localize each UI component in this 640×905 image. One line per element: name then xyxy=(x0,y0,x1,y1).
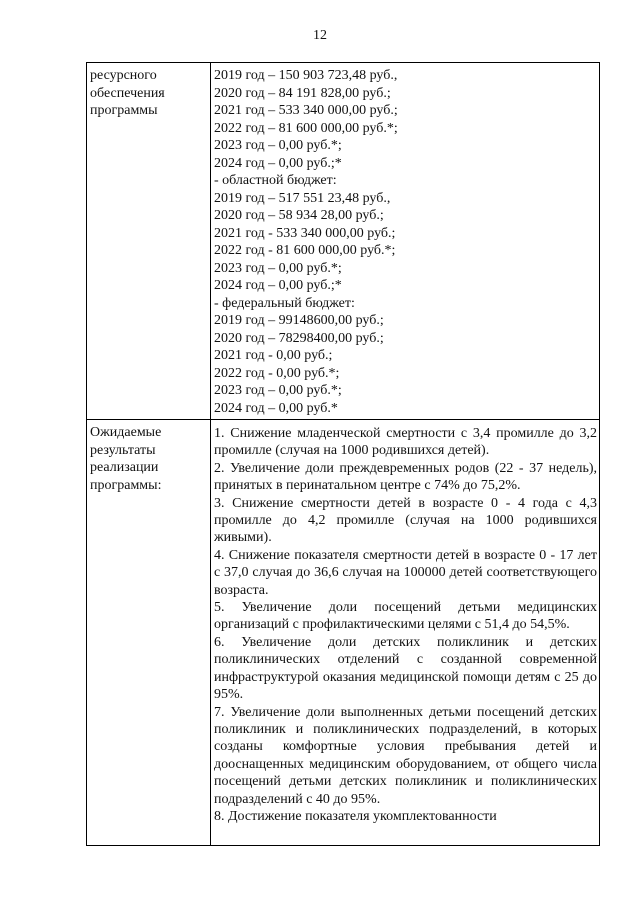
label-line: обеспечения xyxy=(90,85,165,101)
funding-line: 2019 год – 150 903 723,48 руб., xyxy=(214,68,398,83)
result-item: 3. Снижение смертности детей в возрасте 0 - 4 года с 4,3 промилле до 4,2 промилле (случая на 1000 родившихся живыми). xyxy=(214,495,597,546)
label-line: реализации xyxy=(90,460,159,475)
label-line: программы: xyxy=(90,477,162,493)
result-item: 4. Снижение показателя смертности детей в возрасте 0 - 17 лет с 37,0 случая до 36,6 случая на 100000 детей соответствующего возраста. xyxy=(214,547,597,598)
funding-line: 2019 год – 99148600,00 руб.; xyxy=(214,313,384,328)
funding-line: 2021 год - 533 340 000,00 руб.; xyxy=(214,225,396,241)
funding-line: - областной бюджет: xyxy=(214,173,337,188)
label-line: Ожидаемые xyxy=(90,425,162,440)
result-item: 8. Достижение показателя укомплектованности xyxy=(214,808,497,824)
funding-line: 2024 год – 0,00 руб.* xyxy=(214,400,338,416)
funding-line: 2020 год – 58 934 28,00 руб.; xyxy=(214,208,384,223)
funding-line: 2020 год – 78298400,00 руб.; xyxy=(214,330,384,346)
page-number: 12 xyxy=(313,28,327,43)
result-item: 6. Увеличение доли детских поликлиник и детских поликлинических отделений с созданной современной инфраструктурой оказания медицинской помощи детям с 25 до 95%. xyxy=(214,634,597,703)
program-passport-table xyxy=(86,62,600,846)
funding-line: 2024 год – 0,00 руб.;* xyxy=(214,155,342,171)
funding-line: 2024 год – 0,00 руб.;* xyxy=(214,278,342,293)
table-row-funding xyxy=(87,63,599,420)
funding-line: 2023 год – 0,00 руб.*; xyxy=(214,138,342,153)
label-line: результаты xyxy=(90,442,156,458)
funding-line: 2022 год – 81 600 000,00 руб.*; xyxy=(214,120,398,136)
funding-values-cell xyxy=(214,67,597,417)
row-label-expected-results xyxy=(90,424,206,494)
result-item: 7. Увеличение доли выполненных детьми посещений детских поликлиник и поликлинических подразделений, в которых созданы комфортные условия пребывания детей и дооснащенных медицинским оборудованием, от общего числа посещений детьми детских поликлиник и поликлинических подразделений с 40 до 95%. xyxy=(214,704,597,807)
funding-line: - федеральный бюджет: xyxy=(214,295,355,311)
label-line: ресурсного xyxy=(90,68,157,83)
expected-results-cell xyxy=(214,425,597,825)
result-item: 2. Увеличение доли преждевременных родов (22 - 37 недель), принятых в перинатальном центре с 74% до 75,2%. xyxy=(214,460,597,494)
funding-line: 2021 год – 533 340 000,00 руб.; xyxy=(214,103,398,118)
table-row-expected-results xyxy=(87,420,599,845)
row-label-funding xyxy=(90,67,206,120)
funding-line: 2023 год – 0,00 руб.*; xyxy=(214,260,342,276)
result-item: 1. Снижение младенческой смертности с 3,4 промилле до 3,2 промилле (случая на 1000 родившихся детей). xyxy=(214,426,597,459)
funding-line: 2021 год - 0,00 руб.; xyxy=(214,348,333,363)
funding-line: 2019 год – 517 551 23,48 руб., xyxy=(214,190,391,206)
result-item: 5. Увеличение доли посещений детьми медицинских организаций с профилактическими целями с 51,4 до 54,5%. xyxy=(214,600,597,633)
funding-line: 2023 год – 0,00 руб.*; xyxy=(214,383,342,398)
funding-line: 2022 год - 0,00 руб.*; xyxy=(214,365,340,381)
funding-line: 2020 год – 84 191 828,00 руб.; xyxy=(214,85,391,101)
funding-line: 2022 год - 81 600 000,00 руб.*; xyxy=(214,243,396,258)
label-line: программы xyxy=(90,103,158,118)
